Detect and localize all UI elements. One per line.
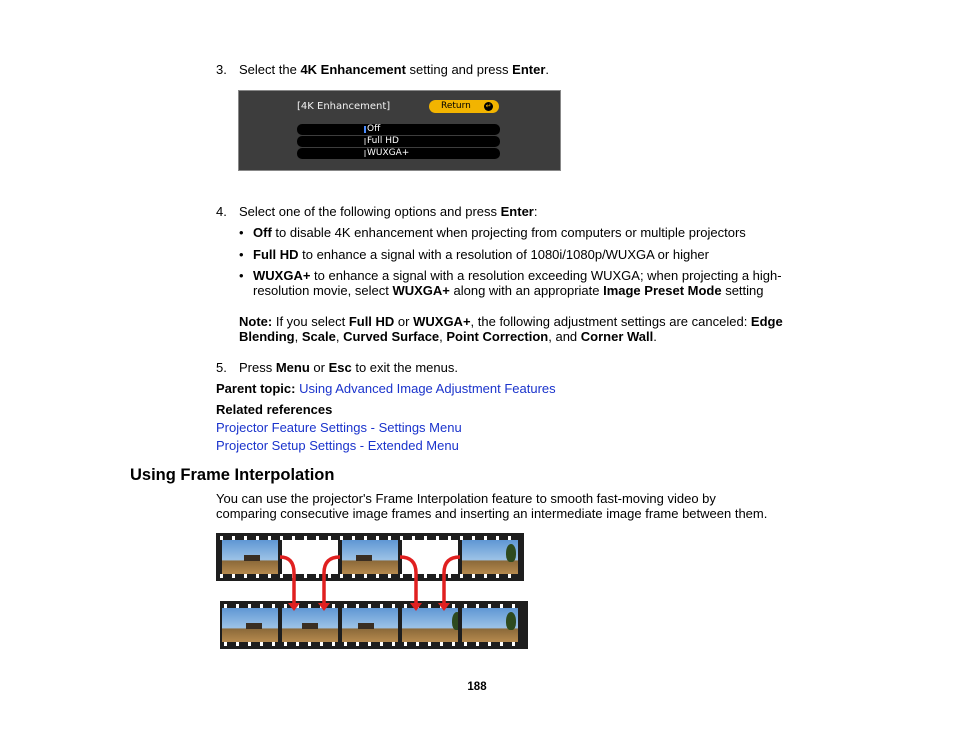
radio-icon [364, 150, 366, 157]
osd-title: [4K Enhancement] [297, 101, 391, 112]
osd-options-list [297, 124, 500, 160]
arrow-head-icon [438, 603, 450, 611]
arrow-head-icon [318, 603, 330, 611]
step-5: 5. Press Menu or Esc to exit the menus. [216, 360, 458, 375]
arrow-head-icon [410, 603, 422, 611]
interpolation-arrows [216, 533, 536, 653]
step-4: 4. Select one of the following options and press Enter: [216, 204, 538, 219]
step-3: 3. Select the 4K Enhancement setting and press Enter. [216, 62, 550, 77]
osd-option-off[interactable]: Off [297, 124, 500, 135]
section-body: You can use the projector's Frame Interpolation feature to smooth fast-moving video by comparing consecutive image frames and inserting an intermediate image frame between them. [216, 491, 768, 521]
parent-topic: Parent topic: Using Advanced Image Adjustment Features [216, 381, 556, 396]
bullet-wuxga-plus: • WUXGA+ to enhance a signal with a resolution exceeding WUXGA; when projecting a high-resolution movie, select WUXGA+ along with an appropriate Image Preset Mode setting [239, 268, 782, 298]
related-link-settings-menu[interactable]: Projector Feature Settings - Settings Menu [216, 420, 462, 435]
bullet-dot: • [239, 225, 244, 240]
bullet-off: • Off to disable 4K enhancement when projecting from computers or multiple projectors [239, 225, 746, 240]
section-title: Using Frame Interpolation [130, 466, 335, 484]
related-link-extended-menu[interactable]: Projector Setup Settings - Extended Menu [216, 438, 459, 453]
radio-icon [364, 126, 366, 133]
osd-menu [238, 90, 561, 171]
radio-icon [364, 138, 366, 145]
bullet-full-hd: • Full HD to enhance a signal with a resolution of 1080i/1080p/WUXGA or higher [239, 247, 709, 262]
frame-interpolation-diagram [216, 533, 536, 653]
arrow-path [280, 557, 294, 605]
arrow-path [400, 557, 416, 605]
note: Note: If you select Full HD or WUXGA+, the following adjustment settings are canceled: Edge Blending, Scale, Curved Surface, Point Correction, and Corner Wall. [239, 314, 783, 344]
osd-return-button[interactable] [429, 100, 499, 113]
page-number: 188 [467, 681, 487, 693]
related-references-heading: Related references [216, 402, 333, 417]
enter-icon: ↵ [485, 102, 492, 110]
arrow-head-icon [288, 603, 300, 611]
bullet-dot: • [239, 268, 244, 283]
osd-return-label: Return [441, 101, 471, 111]
arrow-path [444, 557, 460, 605]
parent-topic-link[interactable]: Using Advanced Image Adjustment Features [299, 381, 556, 396]
arrow-path [324, 557, 340, 605]
osd-option-full-hd[interactable]: Full HD [297, 136, 500, 147]
bullet-dot: • [239, 247, 244, 262]
osd-option-wuxga-plus[interactable]: WUXGA+ [297, 148, 500, 159]
